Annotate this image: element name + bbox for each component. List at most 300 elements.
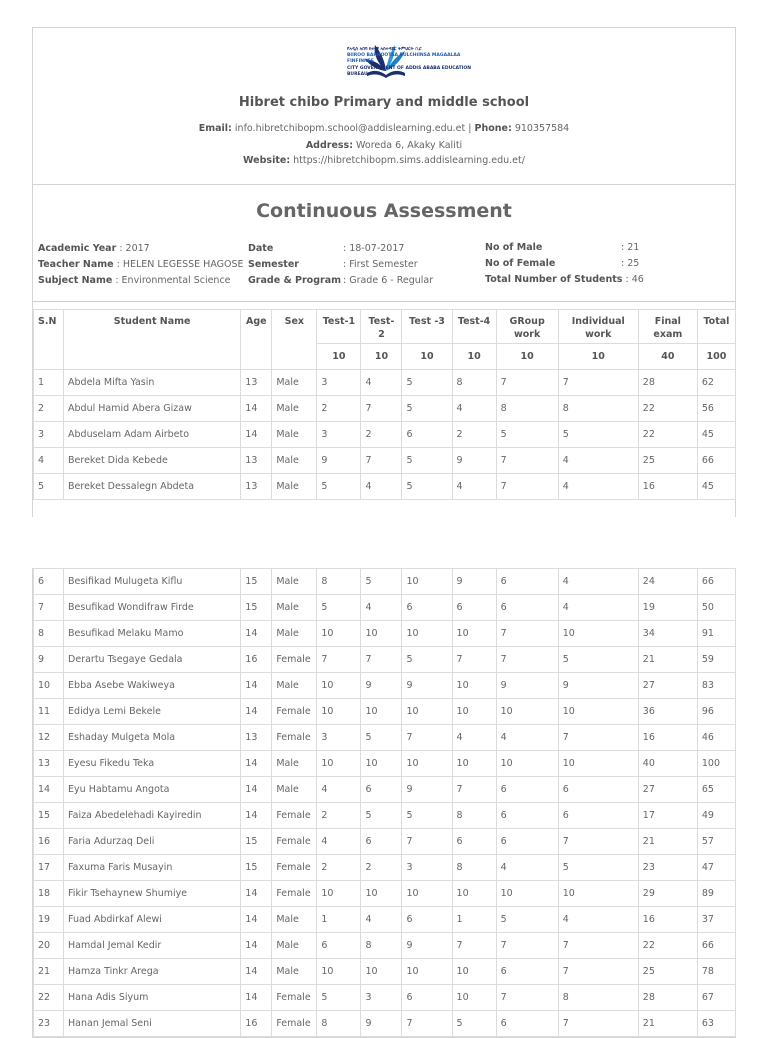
semester-label: Semester	[248, 259, 299, 270]
cell-test4: 9	[452, 448, 496, 474]
col-header-sex: Sex	[272, 310, 317, 370]
cell-sn: 14	[34, 777, 64, 803]
cell-total: 45	[697, 474, 735, 500]
cell-age: 14	[241, 673, 272, 699]
cell-test4: 8	[452, 803, 496, 829]
cell-student-name: Hanan Jemal Seni	[64, 1011, 241, 1037]
report-title: Continuous Assessment	[256, 200, 512, 222]
cell-test3: 5	[402, 647, 452, 673]
cell-student-name: Eyesu Fikedu Teka	[64, 751, 241, 777]
cell-group-work: 6	[496, 803, 558, 829]
cell-sex: Male	[272, 673, 317, 699]
cell-student-name: Hamza Tinkr Arega	[64, 959, 241, 985]
logo-line-amharic: የአዲስ አበባ ከተማ አስተዳደር ትምህርት ቢሮ	[347, 47, 422, 52]
cell-age: 16	[241, 647, 272, 673]
cell-sex: Male	[272, 569, 317, 595]
cell-test1: 5	[317, 595, 361, 621]
cell-test1: 2	[317, 855, 361, 881]
cell-test4: 10	[452, 881, 496, 907]
address-label: Address:	[305, 140, 354, 151]
cell-test2: 10	[361, 959, 402, 985]
cell-age: 14	[241, 907, 272, 933]
cell-total: 100	[697, 751, 735, 777]
cell-student-name: Besifikad Mulugeta Kiflu	[64, 569, 241, 595]
cell-test4: 7	[452, 777, 496, 803]
cell-final-exam: 25	[638, 448, 697, 474]
cell-test3: 9	[402, 777, 452, 803]
logo-line-oromo: BIIROO BARNOOTAA BULCHIINSA MAGAALAA FINFINNEE	[347, 53, 461, 65]
cell-test1: 10	[317, 881, 361, 907]
cell-age: 14	[241, 803, 272, 829]
table-row	[34, 621, 736, 647]
cell-test2: 4	[361, 595, 402, 621]
cell-test2: 7	[361, 448, 402, 474]
cell-sn: 4	[34, 448, 64, 474]
logo-text	[347, 47, 477, 78]
cell-test2: 4	[361, 370, 402, 396]
cell-test2: 6	[361, 777, 402, 803]
table-body-page-2	[34, 569, 736, 1037]
cell-total: 66	[697, 448, 735, 474]
cell-sn: 1	[34, 370, 64, 396]
cell-group-work: 6	[496, 777, 558, 803]
phone-value: 910357584	[514, 123, 570, 134]
cell-group-work: 7	[496, 647, 558, 673]
cell-test1: 2	[317, 396, 361, 422]
cell-age: 15	[241, 829, 272, 855]
cell-test1: 5	[317, 985, 361, 1011]
max-test3: 10	[402, 344, 452, 370]
cell-student-name: Derartu Tsegaye Gedala	[64, 647, 241, 673]
cell-final-exam: 24	[638, 569, 697, 595]
cell-total: 65	[697, 777, 735, 803]
cell-age: 14	[241, 699, 272, 725]
cell-test2: 9	[361, 1011, 402, 1037]
cell-sex: Female	[272, 855, 317, 881]
cell-group-work: 5	[496, 907, 558, 933]
subject-label: Subject Name	[38, 275, 113, 286]
cell-individual-work: 7	[558, 933, 638, 959]
cell-test1: 10	[317, 621, 361, 647]
cell-final-exam: 17	[638, 803, 697, 829]
cell-sn: 9	[34, 647, 64, 673]
separator: |	[468, 123, 472, 134]
cell-test4: 10	[452, 751, 496, 777]
cell-final-exam: 21	[638, 1011, 697, 1037]
cell-sn: 7	[34, 595, 64, 621]
table-row	[34, 907, 736, 933]
cell-test2: 10	[361, 881, 402, 907]
cell-sn: 13	[34, 751, 64, 777]
cell-individual-work: 10	[558, 881, 638, 907]
cell-student-name: Abdul Hamid Abera Gizaw	[64, 396, 241, 422]
date-label: Date	[248, 243, 274, 254]
cell-individual-work: 7	[558, 370, 638, 396]
cell-test3: 7	[402, 1011, 452, 1037]
cell-total: 45	[697, 422, 735, 448]
cell-student-name: Hamdal Jemal Kedir	[64, 933, 241, 959]
cell-final-exam: 25	[638, 959, 697, 985]
cell-sex: Female	[272, 985, 317, 1011]
cell-age: 13	[241, 474, 272, 500]
cell-student-name: Faria Adurzaq Deli	[64, 829, 241, 855]
cell-sn: 16	[34, 829, 64, 855]
cell-sex: Female	[272, 803, 317, 829]
col-header-student-name: Student Name	[64, 310, 241, 370]
grade-label: Grade & Program	[248, 275, 342, 286]
cell-total: 56	[697, 396, 735, 422]
website-value[interactable]: https://hibretchibopm.sims.addislearning.edu.et/	[293, 155, 525, 166]
cell-student-name: Bereket Dida Kebede	[64, 448, 241, 474]
max-total: 100	[697, 344, 735, 370]
cell-age: 13	[241, 448, 272, 474]
cell-final-exam: 34	[638, 621, 697, 647]
cell-test2: 8	[361, 933, 402, 959]
max-test4: 10	[452, 344, 496, 370]
cell-age: 14	[241, 881, 272, 907]
cell-test2: 2	[361, 422, 402, 448]
cell-test1: 10	[317, 959, 361, 985]
cell-test2: 7	[361, 396, 402, 422]
assessment-table-continued	[33, 568, 736, 1037]
cell-test1: 8	[317, 1011, 361, 1037]
email-value[interactable]: info.hibretchibopm.school@addislearning.edu.et	[234, 123, 466, 134]
table-row	[34, 595, 736, 621]
cell-age: 13	[241, 370, 272, 396]
cell-test3: 5	[402, 803, 452, 829]
cell-sn: 15	[34, 803, 64, 829]
cell-student-name: Faxuma Faris Musayin	[64, 855, 241, 881]
grade-value: : Grade 6 - Regular	[343, 275, 434, 286]
cell-individual-work: 5	[558, 647, 638, 673]
cell-sn: 12	[34, 725, 64, 751]
cell-total: 59	[697, 647, 735, 673]
cell-final-exam: 22	[638, 396, 697, 422]
cell-individual-work: 4	[558, 569, 638, 595]
cell-sn: 6	[34, 569, 64, 595]
cell-student-name: Fikir Tsehaynew Shumiye	[64, 881, 241, 907]
cell-age: 15	[241, 569, 272, 595]
cell-final-exam: 16	[638, 725, 697, 751]
cell-individual-work: 8	[558, 985, 638, 1011]
max-test2: 10	[361, 344, 402, 370]
cell-sn: 23	[34, 1011, 64, 1037]
cell-student-name: Besufikad Wondifraw Firde	[64, 595, 241, 621]
cell-total: 66	[697, 569, 735, 595]
cell-total: 91	[697, 621, 735, 647]
max-test1: 10	[317, 344, 361, 370]
cell-test3: 6	[402, 985, 452, 1011]
cell-test2: 4	[361, 474, 402, 500]
cell-test1: 9	[317, 448, 361, 474]
cell-final-exam: 28	[638, 985, 697, 1011]
cell-test3: 5	[402, 448, 452, 474]
cell-sn: 2	[34, 396, 64, 422]
table-row	[34, 855, 736, 881]
cell-total: 96	[697, 699, 735, 725]
cell-group-work: 9	[496, 673, 558, 699]
cell-age: 15	[241, 595, 272, 621]
cell-sn: 5	[34, 474, 64, 500]
cell-final-exam: 16	[638, 907, 697, 933]
cell-group-work: 7	[496, 933, 558, 959]
cell-sex: Male	[272, 422, 317, 448]
cell-test3: 7	[402, 725, 452, 751]
academic-year-label: Academic Year	[38, 243, 117, 254]
cell-sn: 18	[34, 881, 64, 907]
phone-label: Phone:	[474, 123, 512, 134]
assessment-table	[33, 309, 736, 500]
cell-test1: 5	[317, 474, 361, 500]
cell-age: 14	[241, 985, 272, 1011]
cell-total: 78	[697, 959, 735, 985]
cell-group-work: 7	[496, 370, 558, 396]
cell-group-work: 5	[496, 422, 558, 448]
cell-test1: 3	[317, 422, 361, 448]
table-row	[34, 881, 736, 907]
cell-group-work: 6	[496, 959, 558, 985]
table-row	[34, 422, 736, 448]
contact-line	[33, 123, 735, 134]
cell-individual-work: 5	[558, 422, 638, 448]
max-group-work: 10	[496, 344, 558, 370]
email-label: Email:	[198, 123, 232, 134]
cell-group-work: 4	[496, 855, 558, 881]
table-row	[34, 396, 736, 422]
date-value: : 18-07-2017	[343, 243, 405, 254]
cell-individual-work: 7	[558, 1011, 638, 1037]
table-row	[34, 777, 736, 803]
col-header-age: Age	[241, 310, 272, 370]
male-label: No of Male	[485, 242, 543, 253]
table-row	[34, 933, 736, 959]
cell-final-exam: 23	[638, 855, 697, 881]
address-line	[33, 140, 735, 151]
cell-individual-work: 9	[558, 673, 638, 699]
cell-individual-work: 5	[558, 855, 638, 881]
cell-sex: Male	[272, 907, 317, 933]
section-divider	[33, 301, 735, 302]
semester-value: : First Semester	[343, 259, 418, 270]
cell-sn: 3	[34, 422, 64, 448]
cell-individual-work: 7	[558, 725, 638, 751]
cell-total: 57	[697, 829, 735, 855]
info-col-left	[38, 241, 244, 289]
cell-sex: Male	[272, 751, 317, 777]
cell-test3: 3	[402, 855, 452, 881]
cell-sex: Male	[272, 777, 317, 803]
cell-age: 14	[241, 396, 272, 422]
cell-total: 63	[697, 1011, 735, 1037]
cell-final-exam: 36	[638, 699, 697, 725]
cell-test2: 4	[361, 907, 402, 933]
cell-test3: 6	[402, 907, 452, 933]
cell-final-exam: 21	[638, 647, 697, 673]
cell-test4: 6	[452, 829, 496, 855]
cell-test1: 3	[317, 370, 361, 396]
table-row	[34, 370, 736, 396]
cell-individual-work: 8	[558, 396, 638, 422]
cell-age: 14	[241, 959, 272, 985]
male-value: : 21	[621, 242, 640, 253]
cell-test3: 10	[402, 699, 452, 725]
cell-group-work: 7	[496, 474, 558, 500]
cell-test4: 5	[452, 1011, 496, 1037]
cell-final-exam: 27	[638, 777, 697, 803]
table-row	[34, 673, 736, 699]
cell-test4: 10	[452, 985, 496, 1011]
cell-test3: 5	[402, 474, 452, 500]
table-row	[34, 803, 736, 829]
cell-total: 89	[697, 881, 735, 907]
cell-total: 50	[697, 595, 735, 621]
cell-final-exam: 40	[638, 751, 697, 777]
cell-test2: 10	[361, 621, 402, 647]
cell-test2: 6	[361, 829, 402, 855]
cell-age: 14	[241, 933, 272, 959]
cell-test4: 4	[452, 725, 496, 751]
header-row	[34, 310, 736, 344]
cell-test4: 6	[452, 595, 496, 621]
col-header-test4: Test-4	[452, 310, 496, 344]
cell-individual-work: 10	[558, 621, 638, 647]
cell-individual-work: 7	[558, 829, 638, 855]
cell-total: 37	[697, 907, 735, 933]
cell-individual-work: 10	[558, 751, 638, 777]
cell-test3: 10	[402, 959, 452, 985]
female-value: : 25	[621, 258, 640, 269]
cell-group-work: 4	[496, 725, 558, 751]
cell-age: 16	[241, 1011, 272, 1037]
cell-test1: 8	[317, 569, 361, 595]
cell-total: 67	[697, 985, 735, 1011]
cell-test2: 5	[361, 803, 402, 829]
col-header-group-work: GRoup work	[496, 310, 558, 344]
cell-sex: Female	[272, 647, 317, 673]
col-header-sn: S.N	[34, 310, 64, 370]
cell-individual-work: 4	[558, 595, 638, 621]
cell-sn: 19	[34, 907, 64, 933]
cell-student-name: Fuad Abdirkaf Alewi	[64, 907, 241, 933]
cell-test2: 9	[361, 673, 402, 699]
cell-test4: 8	[452, 370, 496, 396]
cell-age: 15	[241, 855, 272, 881]
table-row	[34, 829, 736, 855]
cell-final-exam: 19	[638, 595, 697, 621]
table-row	[34, 647, 736, 673]
cell-age: 14	[241, 777, 272, 803]
cell-test4: 7	[452, 933, 496, 959]
cell-test4: 10	[452, 959, 496, 985]
cell-individual-work: 6	[558, 777, 638, 803]
cell-test1: 10	[317, 673, 361, 699]
cell-test3: 7	[402, 829, 452, 855]
cell-test3: 10	[402, 621, 452, 647]
cell-sex: Male	[272, 621, 317, 647]
cell-test1: 2	[317, 803, 361, 829]
cell-test1: 10	[317, 751, 361, 777]
education-bureau-logo	[295, 41, 477, 81]
cell-sn: 21	[34, 959, 64, 985]
cell-test3: 6	[402, 422, 452, 448]
cell-group-work: 10	[496, 699, 558, 725]
female-label: No of Female	[485, 258, 556, 269]
cell-individual-work: 7	[558, 959, 638, 985]
cell-test2: 2	[361, 855, 402, 881]
cell-test1: 4	[317, 777, 361, 803]
total-value: : 46	[625, 274, 644, 285]
cell-test3: 10	[402, 569, 452, 595]
cell-student-name: Eyu Habtamu Angota	[64, 777, 241, 803]
cell-final-exam: 27	[638, 673, 697, 699]
cell-sex: Male	[272, 933, 317, 959]
cell-test2: 7	[361, 647, 402, 673]
report-page-2	[32, 568, 736, 1038]
cell-age: 13	[241, 725, 272, 751]
website-line	[33, 155, 735, 166]
cell-sex: Male	[272, 595, 317, 621]
col-header-test1: Test-1	[317, 310, 361, 344]
col-header-test2: Test-2	[361, 310, 402, 344]
info-col-middle	[248, 241, 433, 289]
cell-total: 83	[697, 673, 735, 699]
cell-individual-work: 4	[558, 448, 638, 474]
cell-test3: 10	[402, 751, 452, 777]
cell-group-work: 6	[496, 829, 558, 855]
subject-value: : Environmental Science	[115, 275, 231, 286]
cell-test2: 10	[361, 751, 402, 777]
cell-test3: 10	[402, 881, 452, 907]
cell-group-work: 7	[496, 621, 558, 647]
cell-group-work: 7	[496, 985, 558, 1011]
cell-student-name: Bereket Dessalegn Abdeta	[64, 474, 241, 500]
cell-sex: Female	[272, 699, 317, 725]
cell-group-work: 7	[496, 448, 558, 474]
cell-test4: 4	[452, 474, 496, 500]
cell-test4: 8	[452, 855, 496, 881]
cell-final-exam: 28	[638, 370, 697, 396]
academic-year-value: : 2017	[119, 243, 150, 254]
cell-sex: Male	[272, 959, 317, 985]
table-row	[34, 699, 736, 725]
cell-student-name: Hana Adis Siyum	[64, 985, 241, 1011]
cell-student-name: Edidya Lemi Bekele	[64, 699, 241, 725]
cell-test2: 10	[361, 699, 402, 725]
cell-sn: 10	[34, 673, 64, 699]
cell-sex: Female	[272, 1011, 317, 1037]
table-row	[34, 474, 736, 500]
col-header-final-exam: Final exam	[638, 310, 697, 344]
cell-test4: 7	[452, 647, 496, 673]
table-row	[34, 569, 736, 595]
col-header-test3: Test -3	[402, 310, 452, 344]
cell-sn: 8	[34, 621, 64, 647]
cell-group-work: 6	[496, 569, 558, 595]
cell-total: 46	[697, 725, 735, 751]
cell-student-name: Ebba Asebe Wakiweya	[64, 673, 241, 699]
table-row	[34, 985, 736, 1011]
cell-final-exam: 22	[638, 933, 697, 959]
school-header	[33, 28, 735, 185]
cell-test4: 4	[452, 396, 496, 422]
cell-test1: 10	[317, 699, 361, 725]
cell-sn: 11	[34, 699, 64, 725]
cell-student-name: Abdela Mifta Yasin	[64, 370, 241, 396]
cell-test3: 5	[402, 370, 452, 396]
logo-line-english: CITY GOVERNMENT OF ADDIS ABABA EDUCATION BUREAU	[347, 65, 472, 77]
cell-test1: 6	[317, 933, 361, 959]
cell-sex: Male	[272, 370, 317, 396]
